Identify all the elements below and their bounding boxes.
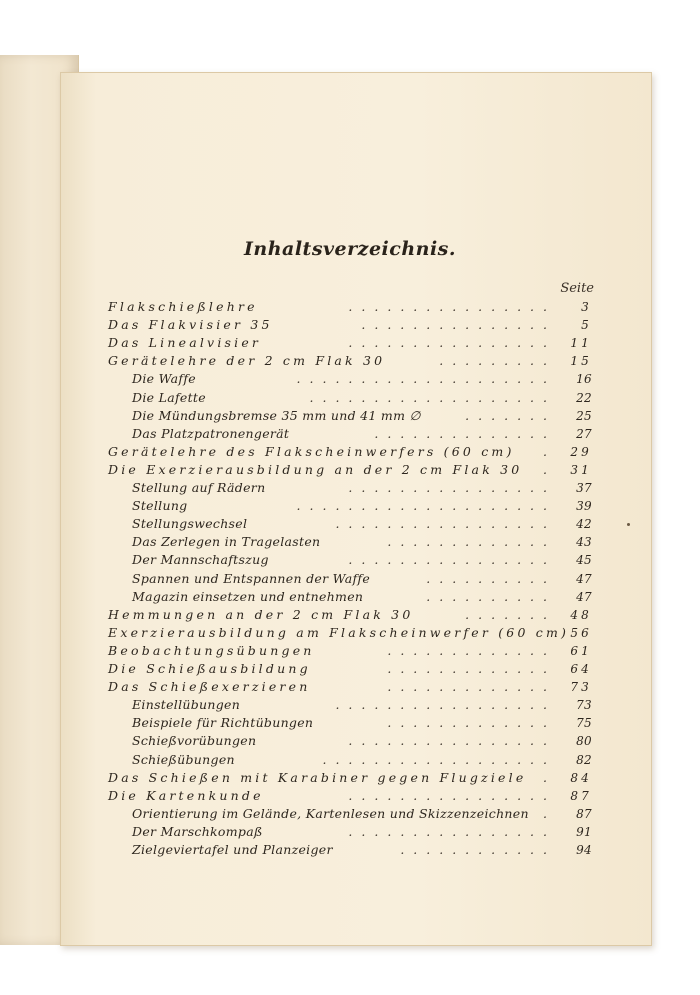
- toc-entry: [108, 660, 592, 678]
- toc-entry: [132, 515, 592, 533]
- toc-leader-dots: ................: [348, 335, 556, 350]
- toc-entry-title: Das Flakvisier 35: [108, 317, 273, 332]
- toc-leader-dots: .......: [465, 408, 556, 423]
- toc-entry-title: Exerzierausbildung am Flakscheinwerfer (60 cm): [108, 625, 570, 640]
- toc-entry-page: 87: [576, 807, 592, 821]
- toc-entry-page: 29: [570, 445, 592, 459]
- toc-entry-page: 39: [576, 499, 592, 513]
- toc-entry-title: Stellungswechsel: [132, 516, 248, 531]
- toc-leader-dots: .............: [387, 679, 556, 694]
- toc-entry: [108, 624, 592, 642]
- toc-entry: [132, 588, 592, 606]
- toc-entry: [108, 678, 592, 696]
- toc-entry-page: 45: [576, 553, 592, 567]
- toc-leader-dots: .: [543, 806, 556, 821]
- toc-entry: [132, 497, 592, 515]
- toc-entry: [132, 533, 592, 551]
- toc-entry-page: 47: [576, 572, 592, 586]
- toc-leader-dots: .............: [387, 534, 556, 549]
- toc-entry-page: 48: [570, 608, 592, 622]
- toc-entry-page: 64: [570, 662, 592, 676]
- toc-entry-title: Flakschießlehre: [108, 299, 258, 314]
- toc-entry-title: Beobachtungsübungen: [108, 643, 315, 658]
- toc-leader-dots: ................: [348, 480, 556, 495]
- toc-leader-dots: ................: [348, 552, 556, 567]
- toc-entry: [108, 461, 592, 479]
- toc-leader-dots: ................: [348, 824, 556, 839]
- toc-entry-title: Die Mündungsbremse 35 mm und 41 mm ∅: [132, 408, 421, 423]
- toc-entry: [132, 841, 592, 859]
- toc-leader-dots: ..........: [426, 571, 556, 586]
- toc-entry: [108, 298, 592, 316]
- toc-entry-title: Orientierung im Gelände, Kartenlesen und Skizzenzeichnen: [132, 806, 529, 821]
- toc-leader-dots: ............: [400, 842, 556, 857]
- toc-entry-title: Die Schießausbildung: [108, 661, 311, 676]
- toc-entry: [132, 389, 592, 407]
- toc-leader-dots: .............: [387, 715, 556, 730]
- toc-entry-title: Das Platzpatronengerät: [132, 426, 290, 441]
- toc-entry-title: Der Mannschaftszug: [132, 552, 269, 567]
- toc-entry: [108, 352, 592, 370]
- toc-entry-page: 94: [576, 843, 592, 857]
- toc-entry-page: 73: [570, 680, 592, 694]
- toc-entry-page: 91: [576, 825, 592, 839]
- toc-entry: [108, 316, 592, 334]
- toc-entry-page: 87: [570, 789, 592, 803]
- toc-leader-dots: .............: [387, 643, 556, 658]
- toc-entry: [132, 551, 592, 569]
- toc-entry: [108, 606, 592, 624]
- toc-entry-title: Die Waffe: [132, 371, 196, 386]
- toc-entry: [132, 370, 592, 388]
- toc-entry-title: Das Linealvisier: [108, 335, 262, 350]
- toc-entry: [108, 787, 592, 805]
- toc-entry-page: 42: [576, 517, 592, 531]
- page-title: Inhaltsverzeichnis.: [244, 238, 456, 260]
- toc-entry-page: 47: [576, 590, 592, 604]
- toc-entry: [132, 732, 592, 750]
- toc-entry-page: 82: [576, 753, 592, 767]
- toc-leader-dots: ....................: [296, 371, 556, 386]
- toc-entry: [108, 443, 592, 461]
- toc-entry-page: 22: [576, 391, 592, 405]
- toc-entry-page: 3: [581, 300, 592, 314]
- toc-entry-page: 25: [576, 409, 592, 423]
- toc-entry: [132, 714, 592, 732]
- toc-leader-dots: .: [543, 770, 556, 785]
- toc-entry-page: 56: [570, 626, 592, 640]
- toc-leader-dots: ................: [348, 733, 556, 748]
- toc-entry: [132, 425, 592, 443]
- toc-entry-title: Das Schießen mit Karabiner gegen Flugziele: [108, 770, 527, 785]
- toc-entry: [132, 570, 592, 588]
- toc-entry-title: Stellung: [132, 498, 188, 513]
- toc-entry: [132, 805, 592, 823]
- toc-entry-title: Stellung auf Rädern: [132, 480, 266, 495]
- toc-entry: [132, 751, 592, 769]
- toc-leader-dots: ..........: [426, 589, 556, 604]
- toc-leader-dots: ....................: [296, 498, 556, 513]
- toc-entry-title: Hemmungen an der 2 cm Flak 30: [108, 607, 414, 622]
- toc-entry-title: Zielgeviertafel und Planzeiger: [132, 842, 333, 857]
- toc-entry-page: 16: [576, 372, 592, 386]
- toc-entry-page: 37: [576, 481, 592, 495]
- toc-entry: [132, 696, 592, 714]
- toc-entry-title: Gerätelehre der 2 cm Flak 30: [108, 353, 386, 368]
- toc-entry: [132, 479, 592, 497]
- toc-entry-page: 11: [570, 336, 592, 350]
- toc-entry-title: Die Lafette: [132, 390, 206, 405]
- toc-leader-dots: .: [543, 444, 556, 459]
- toc-entry: [108, 769, 592, 787]
- toc-entry-title: Schießvorübungen: [132, 733, 257, 748]
- toc-entry-title: Beispiele für Richtübungen: [132, 715, 314, 730]
- toc-leader-dots: ...............: [361, 317, 556, 332]
- toc-entry-title: Die Exerzierausbildung an der 2 cm Flak 30: [108, 462, 523, 477]
- toc-entry-page: 73: [576, 698, 592, 712]
- toc-entry-title: Gerätelehre des Flakscheinwerfers (60 cm): [108, 444, 515, 459]
- toc-leader-dots: ..............: [374, 426, 556, 441]
- toc-leader-dots: .......: [465, 607, 556, 622]
- toc-entry-page: 43: [576, 535, 592, 549]
- toc-leader-dots: ..................: [322, 752, 556, 767]
- page-column-label: Seite: [560, 281, 594, 296]
- toc-entry-page: 15: [570, 354, 592, 368]
- toc-entry: [108, 642, 592, 660]
- paper-speck: [627, 523, 630, 526]
- toc-leader-dots: ................: [348, 788, 556, 803]
- toc-leader-dots: .............: [387, 661, 556, 676]
- toc-entry: [132, 823, 592, 841]
- toc-entry-title: Spannen und Entspannen der Waffe: [132, 571, 371, 586]
- toc-entry-page: 5: [581, 318, 592, 332]
- toc-entry-title: Das Schießexerzieren: [108, 679, 311, 694]
- toc-entry-page: 84: [570, 771, 592, 785]
- toc-entry-page: 31: [570, 463, 592, 477]
- toc-entry-title: Schießübungen: [132, 752, 235, 767]
- toc-leader-dots: ................: [348, 299, 556, 314]
- toc-leader-dots: .: [543, 462, 556, 477]
- toc-leader-dots: .................: [335, 516, 556, 531]
- toc-entry-title: Einstellübungen: [132, 697, 241, 712]
- toc-entry-page: 61: [570, 644, 592, 658]
- toc-leader-dots: .................: [335, 697, 556, 712]
- toc-entry: [132, 407, 592, 425]
- toc-leader-dots: ...................: [309, 390, 556, 405]
- toc-entry-title: Der Marschkompaß: [132, 824, 263, 839]
- toc-entry-title: Die Kartenkunde: [108, 788, 264, 803]
- toc-entry-title: Magazin einsetzen und entnehmen: [132, 589, 364, 604]
- toc-entry-page: 75: [576, 716, 592, 730]
- toc-leader-dots: .........: [439, 353, 556, 368]
- toc-entry-title: Das Zerlegen in Tragelasten: [132, 534, 321, 549]
- toc-entry: [108, 334, 592, 352]
- toc-entry-page: 80: [576, 734, 592, 748]
- toc-entry-page: 27: [576, 427, 592, 441]
